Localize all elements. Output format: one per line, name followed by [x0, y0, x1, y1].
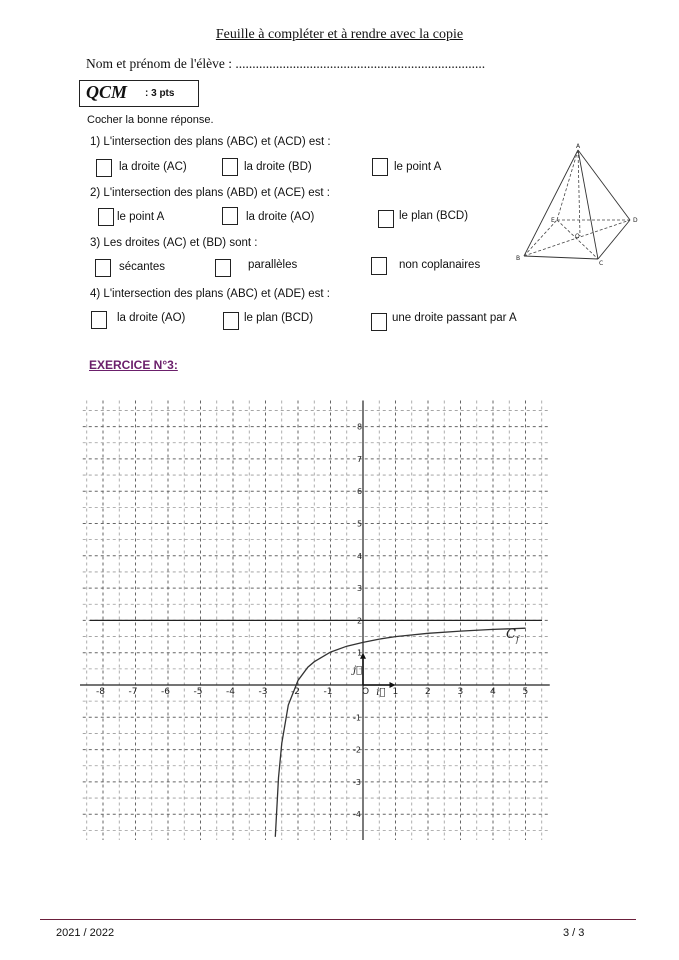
option-q2-a: le point A: [117, 211, 165, 223]
question-4: 4) L'intersection des plans (ABC) et (ADE) est :: [90, 288, 330, 300]
x-tick-label: 3: [457, 687, 464, 697]
y-tick-label: -3: [353, 777, 361, 787]
checkbox-q1-c[interactable]: [372, 158, 388, 176]
edge-AB: [524, 150, 578, 256]
x-tick-label: -6: [161, 687, 170, 697]
edge-AC: [578, 150, 598, 259]
x-tick-label: 5: [522, 687, 529, 697]
option-q1-b: la droite (BD): [244, 161, 312, 173]
checkbox-q4-b[interactable]: [223, 312, 239, 330]
footer-divider: [40, 919, 636, 920]
checkbox-q1-a[interactable]: [96, 159, 112, 177]
edge-BC: [524, 256, 598, 259]
question-1: 1) L'intersection des plans (ABC) et (ACD) est :: [90, 136, 331, 148]
checkbox-q2-c[interactable]: [378, 210, 394, 228]
y-tick-label: 4: [357, 551, 363, 561]
checkbox-q3-b[interactable]: [215, 259, 231, 277]
curve-cf-label: $C_f$: [506, 627, 519, 645]
x-tick-label: -1: [323, 687, 333, 697]
checkbox-q2-a[interactable]: [98, 208, 114, 226]
x-tick-label: -2: [291, 687, 300, 697]
height-AO: [578, 150, 580, 236]
checkbox-q4-c[interactable]: [371, 313, 387, 331]
option-q4-c: une droite passant par A: [392, 312, 517, 324]
y-tick-label: -2: [353, 745, 361, 755]
x-tick-label: -5: [193, 687, 203, 697]
x-tick-label: -7: [128, 687, 138, 697]
question-2: 2) L'intersection des plans (ABD) et (ACE) est :: [90, 187, 330, 199]
unit-vector-j-label: j⃗: [353, 664, 363, 676]
label-C: C: [599, 260, 604, 267]
edge-AD: [578, 150, 630, 220]
exercise-title: EXERCICE N°3:: [89, 358, 178, 372]
question-3: 3) Les droites (AC) et (BD) sont :: [90, 237, 258, 249]
label-O: O: [575, 233, 580, 240]
y-tick-label: 5: [357, 519, 363, 529]
option-q4-b: le plan (BCD): [244, 312, 314, 324]
option-q3-b: parallèles: [248, 259, 298, 271]
label-E: E: [551, 217, 555, 224]
x-tick-label: -4: [226, 687, 235, 697]
y-tick-label: 2: [357, 616, 363, 626]
option-q2-b: la droite (AO): [246, 211, 315, 223]
y-tick-label: 1: [357, 648, 363, 658]
x-tick-label: 4: [490, 687, 496, 697]
qcm-instruction: Cocher la bonne réponse.: [87, 114, 214, 126]
edge-CD: [598, 220, 630, 259]
option-q4-a: la droite (AO): [117, 312, 186, 324]
y-tick-label: 6: [357, 487, 363, 497]
checkbox-q4-a[interactable]: [91, 311, 107, 329]
checkbox-q3-a[interactable]: [95, 259, 111, 277]
label-A: A: [576, 143, 581, 150]
x-tick-label: -3: [258, 687, 268, 697]
option-q1-c: le point A: [394, 161, 442, 173]
unit-vector-i-label: i⃗: [376, 687, 386, 698]
footer-page-number: 3 / 3: [563, 927, 585, 939]
y-tick-label: -1: [353, 713, 361, 723]
page-title: Feuille à compléter et à rendre avec la copie: [215, 27, 464, 42]
footer-year: 2021 / 2022: [56, 927, 115, 939]
x-tick-label: -8: [96, 687, 105, 697]
y-tick-label: 3: [357, 584, 363, 594]
x-tick-label: 2: [425, 687, 431, 697]
student-name-field[interactable]: Nom et prénom de l'élève : ..........................................................................: [86, 56, 486, 71]
curve-cf: [275, 628, 525, 837]
option-q3-c: non coplanaires: [399, 259, 481, 271]
y-tick-label: -4: [353, 810, 361, 820]
label-B: B: [516, 255, 521, 262]
y-tick-label: 7: [357, 454, 363, 464]
checkbox-q2-b[interactable]: [222, 207, 238, 225]
option-q2-c: le plan (BCD): [399, 210, 469, 222]
qcm-points: : 3 pts: [145, 88, 175, 99]
origin-label: O: [362, 687, 370, 697]
y-tick-label: 8: [357, 422, 363, 432]
checkbox-q3-c[interactable]: [371, 257, 387, 275]
label-D: D: [633, 217, 638, 224]
option-q3-a: sécantes: [119, 261, 166, 273]
option-q1-a: la droite (AC): [119, 161, 187, 173]
checkbox-q1-b[interactable]: [222, 158, 238, 176]
x-tick-label: 1: [392, 687, 399, 697]
function-graph: [80, 395, 550, 840]
qcm-label: QCM: [86, 82, 128, 102]
pyramid-figure: [510, 140, 645, 268]
